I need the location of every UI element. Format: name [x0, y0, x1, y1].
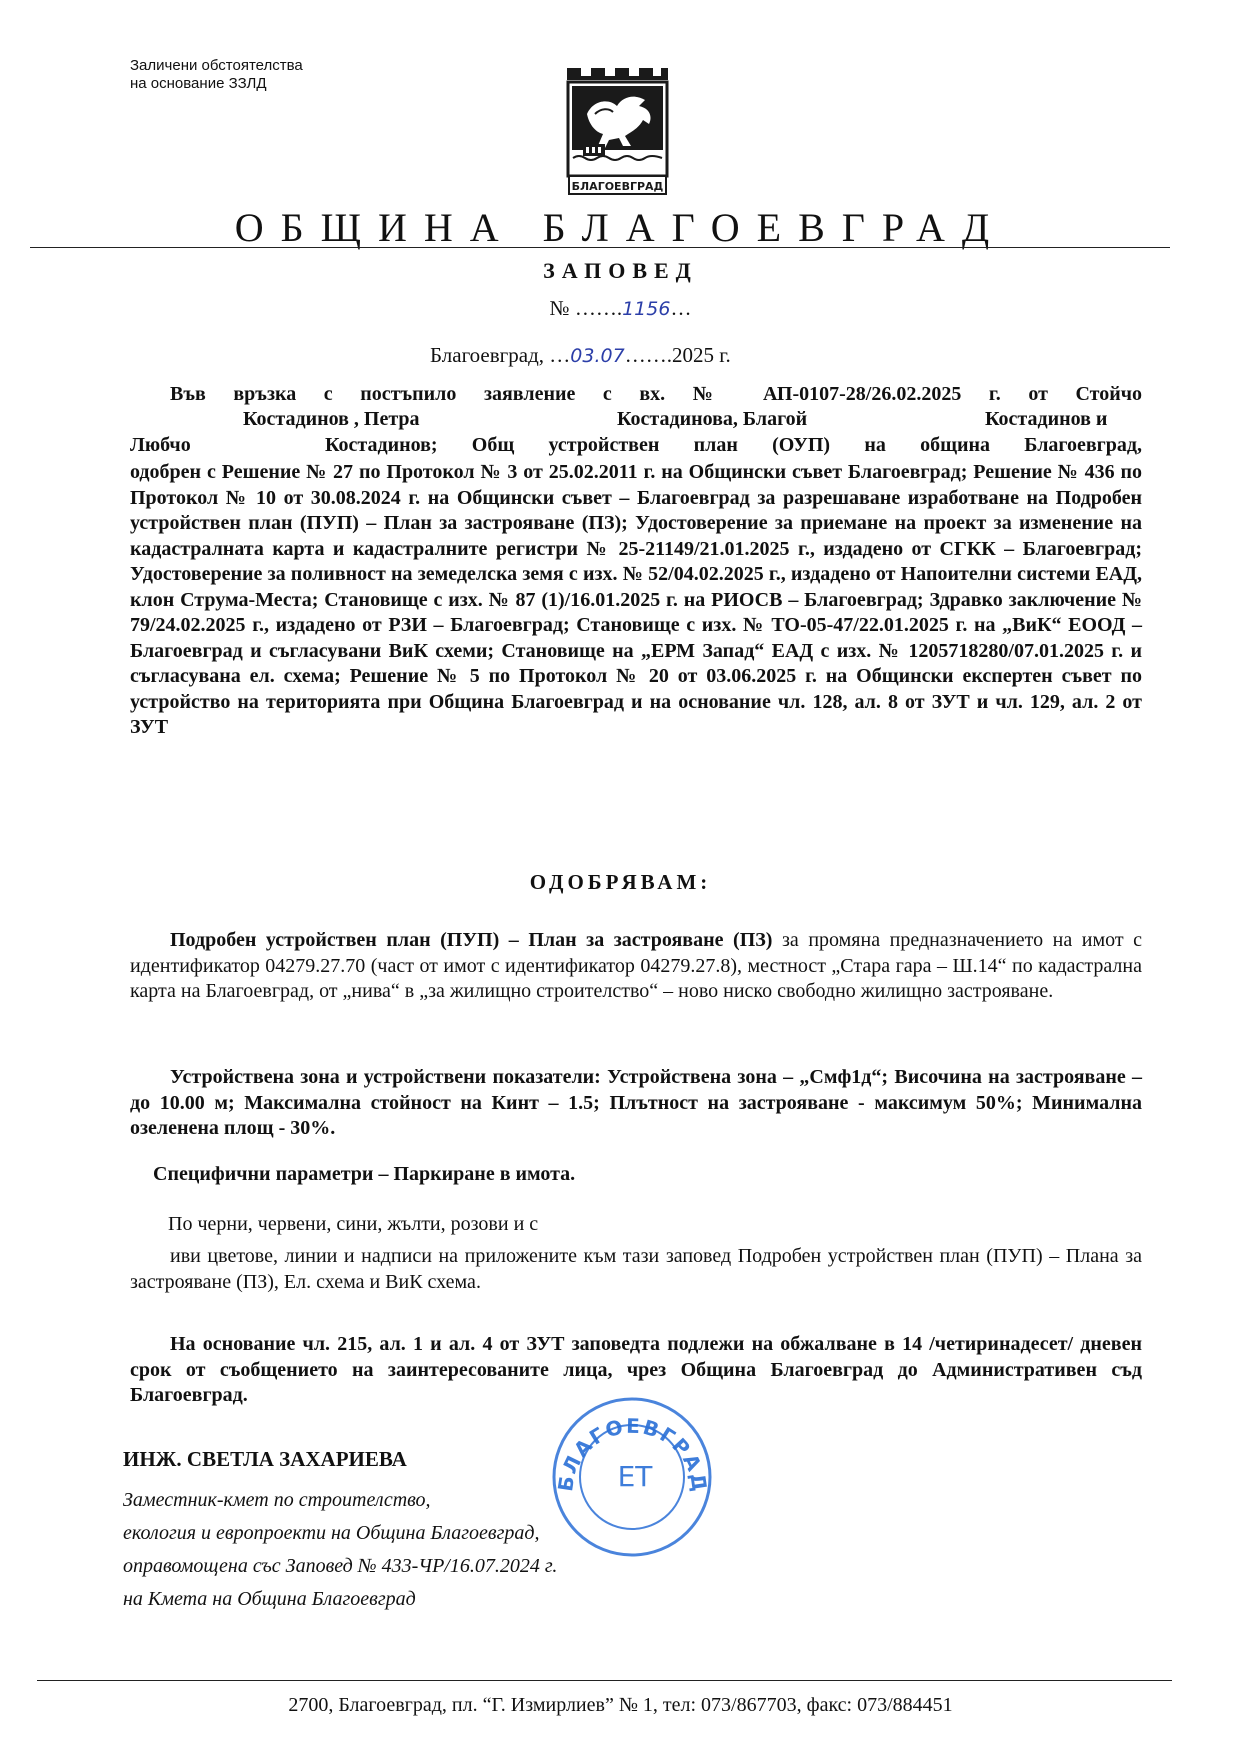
order-number-handwritten: 1156: [622, 298, 671, 320]
redaction-note-line1: Заличени обстоятелства: [130, 57, 303, 74]
municipality-crest-icon: [565, 66, 670, 196]
preamble-line3-part1: Любчо: [130, 434, 191, 456]
appeal-paragraph: На основание чл. 215, ал. 1 и ал. 4 от ЗУТ заповедта подлежи на обжалване в 14 /четиринадесет/ дневен срок от съобщението на заинтересованите лица, чрез Община Благоевград до Административен съд Благоевград.: [130, 1333, 1142, 1406]
signatory-title-line4: на Кмета на Община Благоевград: [123, 1588, 416, 1610]
municipality-name: ОБЩИНА БЛАГОЕВГРАД: [234, 205, 1007, 250]
official-stamp-icon: [545, 1390, 720, 1565]
order-number-prefix: №: [549, 296, 575, 320]
preamble-line3-part2: Костадинов; Общ устройствен план (ОУП) на община Благоевград,: [325, 434, 1142, 456]
signatory-title: [123, 1484, 557, 1616]
redaction-note: [130, 57, 303, 93]
crest-caption: БЛАГОЕВГРАД: [571, 180, 664, 193]
order-date-prefix: Благоевград, …: [430, 343, 571, 367]
plan-paragraph: [130, 928, 1142, 1005]
stamp-text: БЛАГОЕВГРАД: [553, 1413, 713, 1495]
order-number-dots-after: …: [670, 296, 692, 320]
order-date-suffix: …….2025 г.: [624, 343, 731, 367]
approve-heading: ОДОБРЯВАМ:: [529, 870, 712, 894]
zone-paragraph: Устройствена зона и устройствени показатели: Устройствена зона – „Смф1д“; Височина на застрояване – до 10.00 м; Максимална стойност на Кинт – 1.5; Плътност на застрояване - максимум 50%; Минимална озеленена площ - 30%.: [130, 1066, 1142, 1139]
redaction-note-line2: на основание ЗЗЛД: [130, 75, 267, 92]
footer-address: 2700, Благоевград, пл. “Г. Измирлиев” № 1, тел: 073/867703, факс: 073/884451: [288, 1694, 953, 1716]
preamble-line1: Във връзка с постъпило заявление с вх. № АП-0107-28/26.02.2025 г. от Стойчо: [170, 383, 1142, 405]
signatory-title-line3: оправомощена със Заповед № 433-ЧР/16.07.2024 г.: [123, 1555, 558, 1577]
preamble-line2-part2: Костадинова, Благой: [617, 408, 808, 430]
preamble-body: одобрен с Решение № 27 по Протокол № 3 от 25.02.2011 г. на Общински съвет Благоевград; Решение № 436 по Протокол № 10 от 30.08.2024 г. на Общински съвет – Благоевград за разрешаване изработване на Подробен устройствен план (ПУП) – План за застрояване (ПЗ); Удостоверение за приемане на проект за изменение на кадастралната карта и кадастралните регистри № 25-21149/21.01.2025 г., издадено от СГКК – Благоевград; Удостоверение за поливност на земеделска земя с изх. № 52/04.02.2025 г., издадено от Напоителни системи ЕАД, клон Струма-Места; Становище с изх. № 87 (1)/16.01.2025 г. на РИОСВ – Благоевград; Здравко заключение № 79/24.02.2025 г., издадено от РЗИ – Благоевград; Становище с изх. № ТО-05-47/22.01.2025 г. на „ВиК“ ЕООД – Благоевград и съгласувани ВиК схеми; Становище на „ЕРМ Запад“ ЕАД с изх. № 1205718280/07.01.2025 г. и съгласувана ел. схема; Решение № 5 по Протокол № 20 от 03.06.2025 г. на Общински експертен съвет по устройство на територията при Община Благоевград и на основание чл. 128, ал. 8 от ЗУТ и чл. 129, ал. 2 от ЗУТ: [130, 461, 1142, 738]
order-number: [0, 296, 1241, 321]
order-date-handwritten: 03.07: [570, 345, 625, 367]
order-date: [430, 343, 731, 368]
footer-divider: [37, 1680, 1172, 1681]
order-number-dots-before: …….: [574, 296, 623, 320]
plan-text: за промяна предназначението на имот с идентификатор 04279.27.70 (част от имот с идентификатор 04279.27.8), местност „Стара гара – Ш.14“ по кадастрална карта на Благоевград, от „нива“ в „за жилищно строителство“ – ново ниско свободно жилищно застрояване.: [130, 929, 1142, 1002]
signatory-name: ИНЖ. СВЕТЛА ЗАХАРИЕВА: [123, 1447, 407, 1471]
colors-note-body: иви цветове, линии и надписи на приложените към тази заповед Подробен устройствен план (ПУП) – Плана за застрояване (ПЗ), Ел. схема и ВиК схема.: [130, 1245, 1142, 1293]
zone-specific: Специфични параметри – Паркиране в имота.: [153, 1163, 576, 1185]
plan-lead: Подробен устройствен план (ПУП) – План за застрояване (ПЗ): [170, 929, 773, 951]
preamble-line2-part1: Костадинов , Петра: [243, 408, 420, 430]
colors-note-line1: По черни, червени, сини, жълти, розови и с: [168, 1213, 539, 1235]
header-divider: [30, 247, 1170, 248]
stamp-center-text: ЕТ: [617, 1460, 653, 1493]
document-title: ЗАПОВЕД: [543, 258, 698, 283]
preamble-line2-part3: Костадинов и: [985, 408, 1108, 430]
signatory-title-line2: екология и европроекти на Община Благоевград,: [123, 1522, 540, 1544]
signatory-title-line1: Заместник-кмет по строителство,: [123, 1489, 431, 1511]
